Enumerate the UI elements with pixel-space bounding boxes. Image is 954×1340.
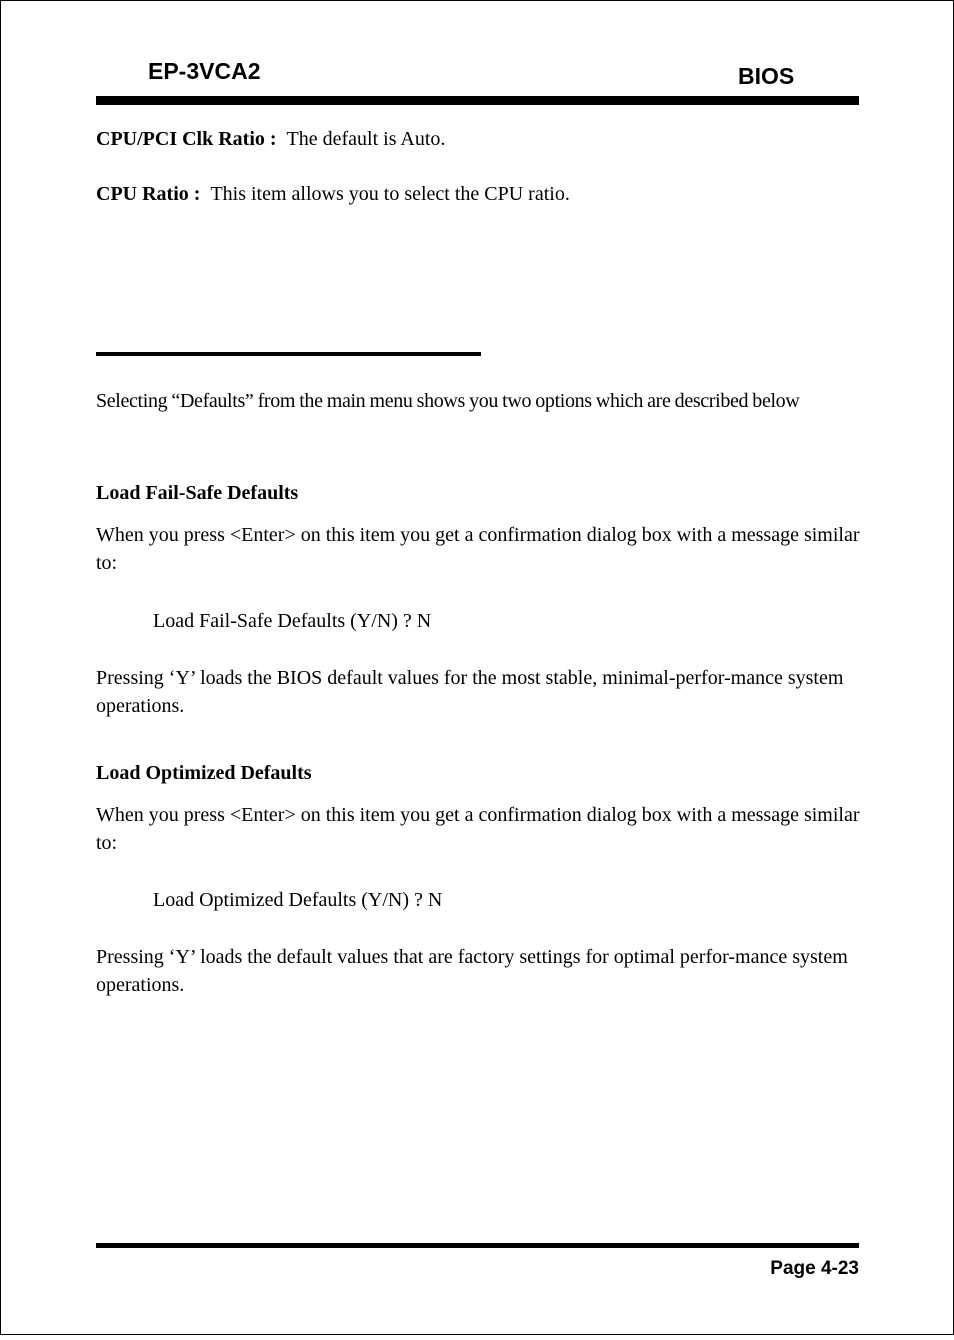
cpu-pci-clk-ratio-text: The default is Auto. (286, 128, 446, 150)
failsafe-prompt: Load Fail-Safe Defaults (Y/N) ? N (153, 610, 432, 632)
cpu-pci-clk-ratio-item (96, 126, 866, 154)
footer-rule (96, 1243, 859, 1248)
optimized-body: When you press <Enter> on this item you get a confirmation dialog box with a message similar to: (96, 804, 860, 854)
cpu-pci-clk-ratio-label: CPU/PCI Clk Ratio : (96, 128, 277, 150)
optimized-heading: Load Optimized Defaults (96, 762, 312, 784)
failsafe-note: Pressing ‘Y’ loads the BIOS default values for the most stable, minimal-perfor-mance system operations. (96, 667, 844, 717)
cpu-ratio-label: CPU Ratio : (96, 183, 201, 205)
header-rule (96, 96, 859, 105)
cpu-ratio-text: This item allows you to select the CPU ratio. (210, 183, 570, 205)
failsafe-heading: Load Fail-Safe Defaults (96, 482, 299, 504)
defaults-intro: Selecting “Defaults” from the main menu shows you two options which are described below (96, 390, 800, 412)
page-number: Page 4-23 (770, 1258, 859, 1279)
cpu-ratio-item (96, 181, 866, 209)
header-section: BIOS (738, 63, 795, 89)
optimized-note: Pressing ‘Y’ loads the default values that are factory settings for optimal perfor-mance system operations. (96, 946, 848, 996)
section-rule (96, 352, 481, 356)
header-model: EP-3VCA2 (148, 58, 261, 84)
failsafe-body: When you press <Enter> on this item you get a confirmation dialog box with a message similar to: (96, 524, 860, 574)
optimized-prompt: Load Optimized Defaults (Y/N) ? N (153, 889, 443, 911)
